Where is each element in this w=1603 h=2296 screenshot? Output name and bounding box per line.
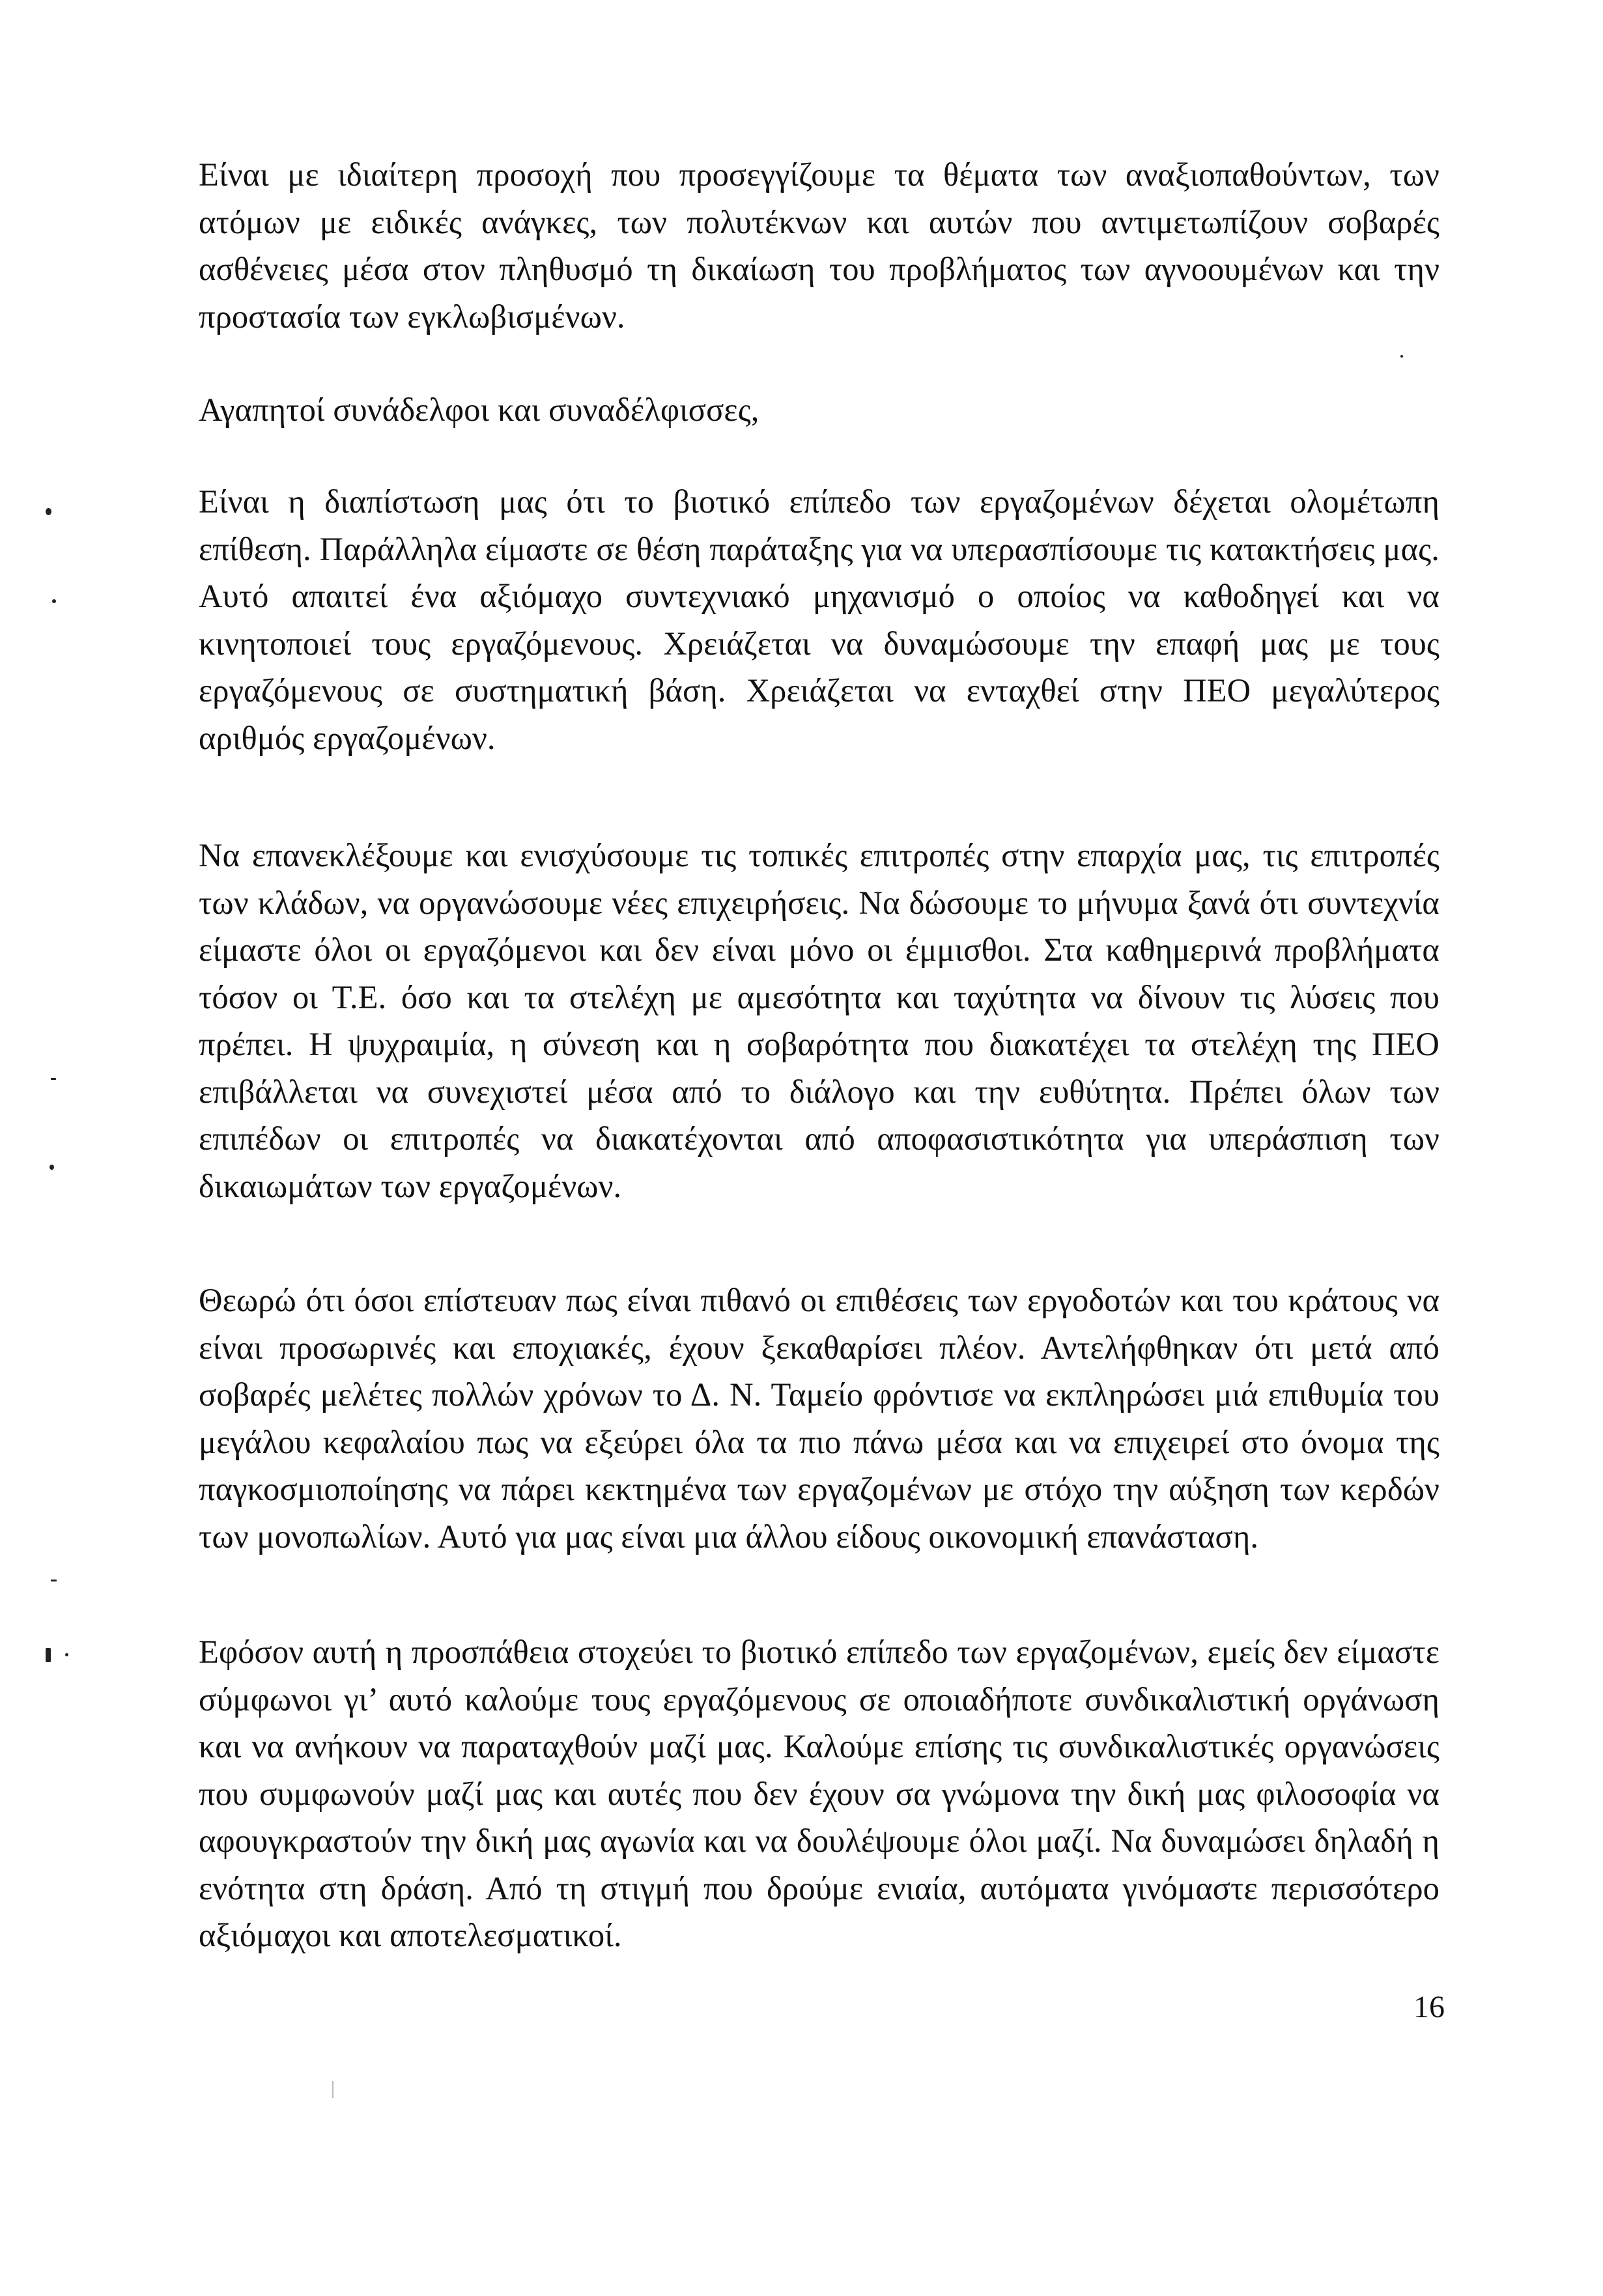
scan-speck: [46, 1648, 51, 1662]
scan-speck: [52, 599, 56, 603]
salutation: Αγαπητοί συνάδελφοι και συναδέλφισσες,: [199, 391, 759, 428]
paragraph-living-standard: Είναι η διαπίστωση μας ότι το βιοτικό επίπεδο των εργαζομένων δέχεται ολομέτωπη επίθεση. Παράλληλα είμαστε σε θέση παράταξης για να υπερασπίσουμε τις κατακτήσεις μας. Αυτό απαιτεί ένα αξιόμαχο συντεχνιακό μηχανισμό ο οποίος να καθοδηγεί και να κινητοποιεί τους εργαζόμενους. Χρειάζεται να δυναμώσουμε την επαφή μας με τους εργαζόμενους σε συστηματική βάση. Χρειάζεται να ενταχθεί στην ΠΕΟ μεγαλύτερος αριθμός εργαζομένων.: [199, 483, 1440, 756]
scan-speck: [50, 1165, 54, 1170]
page-number: 16: [1413, 1990, 1445, 2024]
paragraph-employer-attacks: Θεωρώ ότι όσοι επίστευαν πως είναι πιθανό οι επιθέσεις των εργοδοτών και του κράτους να είναι προσωρινές και εποχιακές, έχουν ξεκαθαρίσει πλέον. Αντελήφθηκαν ότι μετά από σοβαρές μελέτες πολλών χρόνων το Δ. Ν. Ταμείο φρόντισε να εκπληρώσει μιά επιθυμία του μεγάλου κεφαλαίου πως να εξεύρει όλα τα πιο πάνω μέσα και να επιχειρεί στο όνομα της παγκοσμιοποίησης να πάρει κεκτημένα των εργαζομένων με στόχο την αύξηση των κερδών των μονοπωλίων. Αυτό για μας είναι μια άλλου είδους οικονομική επανάσταση.: [199, 1282, 1440, 1555]
scan-speck: [65, 1653, 68, 1656]
scan-speck: [51, 1078, 56, 1080]
scan-speck: [46, 508, 51, 515]
paragraph-local-committees: Να επανεκλέξουμε και ενισχύσουμε τις τοπικές επιτροπές στην επαρχία μας, τις επιτροπές των κλάδων, να οργανώσουμε νέες επιχειρήσεις. Να δώσουμε το μήνυμα ξανά ότι συντεχνία είμαστε όλοι οι εργαζόμενοι και δεν είναι μόνο οι έμμισθοι. Στα καθημερινά προβλήματα τόσον οι Τ.Ε. όσο και τα στελέχη με αμεσότητα και ταχύτητα να δίνουν τις λύσεις που πρέπει. Η ψυχραιμία, η σύνεση και η σοβαρότητα που διακατέχει τα στελέχη της ΠΕΟ επιβάλλεται να συνεχιστεί μέσα από το διάλογο και την ευθύτητα. Πρέπει όλων των επιπέδων οι επιτροπές να διακατέχονται από αποφασιστικότητα για υπεράσπιση των δικαιωμάτων των εργαζομένων.: [199, 837, 1440, 1204]
paragraph-unity-call: Εφόσον αυτή η προσπάθεια στοχεύει το βιοτικό επίπεδο των εργαζομένων, εμείς δεν είμαστε σύμφωνοι γι’ αυτό καλούμε τους εργαζόμενους σε οποιαδήποτε συνδικαλιστική οργάνωση και να ανήκουν να παραταχθούν μαζί μας. Καλούμε επίσης τις συνδικαλιστικές οργανώσεις που συμφωνούν μαζί μας και αυτές που δεν έχουν σα γνώμονα την δική μας φιλοσοφία να αφουγκραστούν την δική μας αγωνία και να δουλέψουμε όλοι μαζί. Να δυναμώσει δηλαδή η ενότητα στη δράση. Από τη στιγμή που δρούμε ενιαία, αυτόματα γινόμαστε περισσότερο αξιόμαχοι και αποτελεσματικοί.: [199, 1634, 1440, 1953]
scan-speck: [51, 1580, 57, 1581]
scan-speck: [332, 2081, 333, 2098]
paragraph-vulnerable-groups: Είναι με ιδιαίτερη προσοχή που προσεγγίζουμε τα θέματα των αναξιοπαθούντων, των ατόμων με ειδικές ανάγκες, των πολυτέκνων και αυτών που αντιμετωπίζουν σοβαρές ασθένειες μέσα στον πληθυσμό τη δικαίωση του προβλήματος των αγνοουμένων και την προστασία των εγκλωβισμένων.: [199, 156, 1440, 335]
scan-speck: [1400, 355, 1403, 358]
